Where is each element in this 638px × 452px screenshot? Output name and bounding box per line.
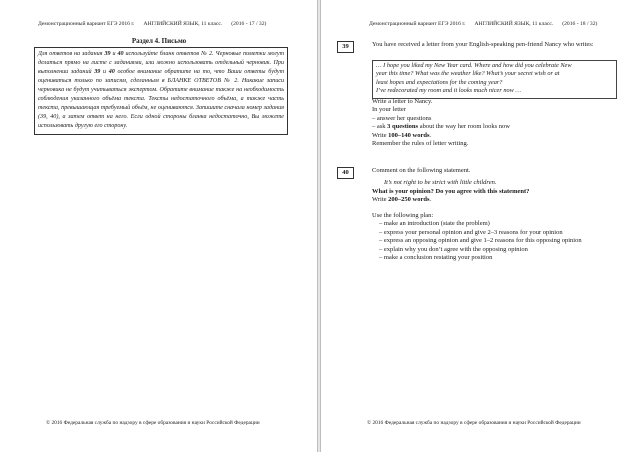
header-subject: АНГЛИЙСКИЙ ЯЗЫК, 11 класс. bbox=[143, 21, 223, 27]
word-count-text: . bbox=[429, 131, 432, 139]
left-page-footer: © 2016 Федеральная служба по надзору в сфере образования и науки Российской Федерации bbox=[46, 420, 260, 426]
section-title: Раздел 4. Письмо bbox=[131, 37, 187, 45]
letter-line: I’ve redecorated my room and it looks much nicer now … bbox=[376, 87, 522, 95]
task-40-statement: It’s not right to be strict with little children. bbox=[384, 179, 497, 186]
letter-line: least hopes and expectations for the coming year? bbox=[376, 78, 503, 86]
left-page bbox=[0, 0, 318, 452]
plan-item: – express your personal opinion and give 2–3 reasons for your opinion bbox=[379, 228, 563, 236]
task-40-question: What is your opinion? Do you agree with this statement? bbox=[372, 188, 530, 195]
task-40-plan bbox=[372, 212, 617, 262]
write-letter-instruction: Write a letter to Nancy. bbox=[372, 98, 433, 105]
right-page-header bbox=[369, 21, 606, 27]
word-count-range: 100–140 words bbox=[388, 131, 430, 139]
word-count-text: Write bbox=[372, 131, 387, 139]
word-count-text: Write bbox=[372, 196, 387, 204]
notice-text: и bbox=[112, 51, 116, 57]
bullet-text: – ask bbox=[372, 123, 386, 131]
notice-task-number: 39 bbox=[104, 51, 111, 57]
notice-text: и bbox=[102, 69, 107, 75]
header-page-number: (2016 - 17 / 32) bbox=[231, 21, 267, 27]
letter-line: … I hope you liked my New Year card. Where and how did you celebrate New bbox=[376, 62, 572, 69]
task-40-number: 40 bbox=[337, 167, 354, 179]
right-page-footer: © 2016 Федеральная служба по надзору в сфере образования и науки Российской Федерации bbox=[367, 420, 581, 426]
header-variant: Демонстрационный вариант ЕГЭ 2016 г. bbox=[369, 21, 466, 27]
in-your-letter: In your letter bbox=[372, 106, 406, 114]
word-count-text: . bbox=[429, 196, 432, 204]
word-count-range: 200–250 words bbox=[388, 196, 430, 204]
task-39-instructions bbox=[372, 98, 617, 148]
task-39-intro: You have received a letter from your English-speaking pen-friend Nancy who writes: bbox=[372, 41, 594, 48]
notice-task-number: 40 bbox=[108, 69, 115, 75]
left-page-header bbox=[38, 21, 275, 27]
notice-text: особое внимание обратите на то, что Ваши ответы будут оцениваться только по записям, сделанным в БЛАНКЕ ОТВЕТОВ № 2. Никакие записи черновика не будут учитываться экспертом. Обратите внимание также на необходимость соблюдения указанного объёма текста. Тексты недостаточного объёма, а также часть текста, превышающая требуемый объём, не оцениваются. Запишите сначала номер задания (39, 40), а затем ответ на него. Если одной стороны бланка недостаточно, Вы можете использовать другую его сторону. bbox=[38, 69, 284, 129]
task-40-intro: Comment on the following statement. bbox=[372, 167, 471, 174]
remember-rules: Remember the rules of letter writing. bbox=[372, 140, 469, 148]
letter-line: year this time? What was the weather like? What’s your secret wish or at bbox=[376, 70, 560, 78]
notice-task-number: 40 bbox=[117, 51, 124, 57]
bullet-text: about the way her room looks now bbox=[419, 123, 510, 131]
letter-excerpt-box bbox=[372, 60, 617, 99]
plan-item: – make an introduction (state the problem) bbox=[379, 220, 490, 228]
bullet-emphasis: 3 questions bbox=[387, 123, 419, 131]
word-count-instruction bbox=[372, 196, 617, 204]
plan-item: – express an opposing opinion and give 1–2 reasons for this opposing opinion bbox=[379, 237, 582, 245]
task-39-bullet: – answer her questions bbox=[372, 114, 432, 122]
notice-task-number: 39 bbox=[94, 69, 101, 75]
plan-item: – make a conclusion restating your position bbox=[379, 254, 493, 262]
notice-text: Для ответов на задания bbox=[38, 51, 103, 57]
header-variant: Демонстрационный вариант ЕГЭ 2016 г. bbox=[38, 21, 135, 27]
right-page bbox=[320, 0, 638, 452]
word-count-instruction bbox=[372, 132, 617, 140]
task-39-number: 39 bbox=[337, 41, 354, 53]
header-subject: АНГЛИЙСКИЙ ЯЗЫК, 11 класс. bbox=[474, 21, 554, 27]
header-page-number: (2016 - 18 / 32) bbox=[562, 21, 598, 27]
plan-item: – explain why you don’t agree with the opposing opinion bbox=[379, 245, 528, 253]
instructions-box bbox=[34, 47, 288, 135]
task-39-bullet bbox=[372, 123, 617, 131]
notice-text: используйте бланк ответов № 2. Черновые пометки могут делаться прямо на листе с заданиями, или можно использовать отдельный черновик. При выполнении заданий bbox=[38, 51, 284, 75]
task-40-question-block bbox=[372, 188, 617, 205]
plan-intro: Use the following plan: bbox=[372, 212, 434, 219]
